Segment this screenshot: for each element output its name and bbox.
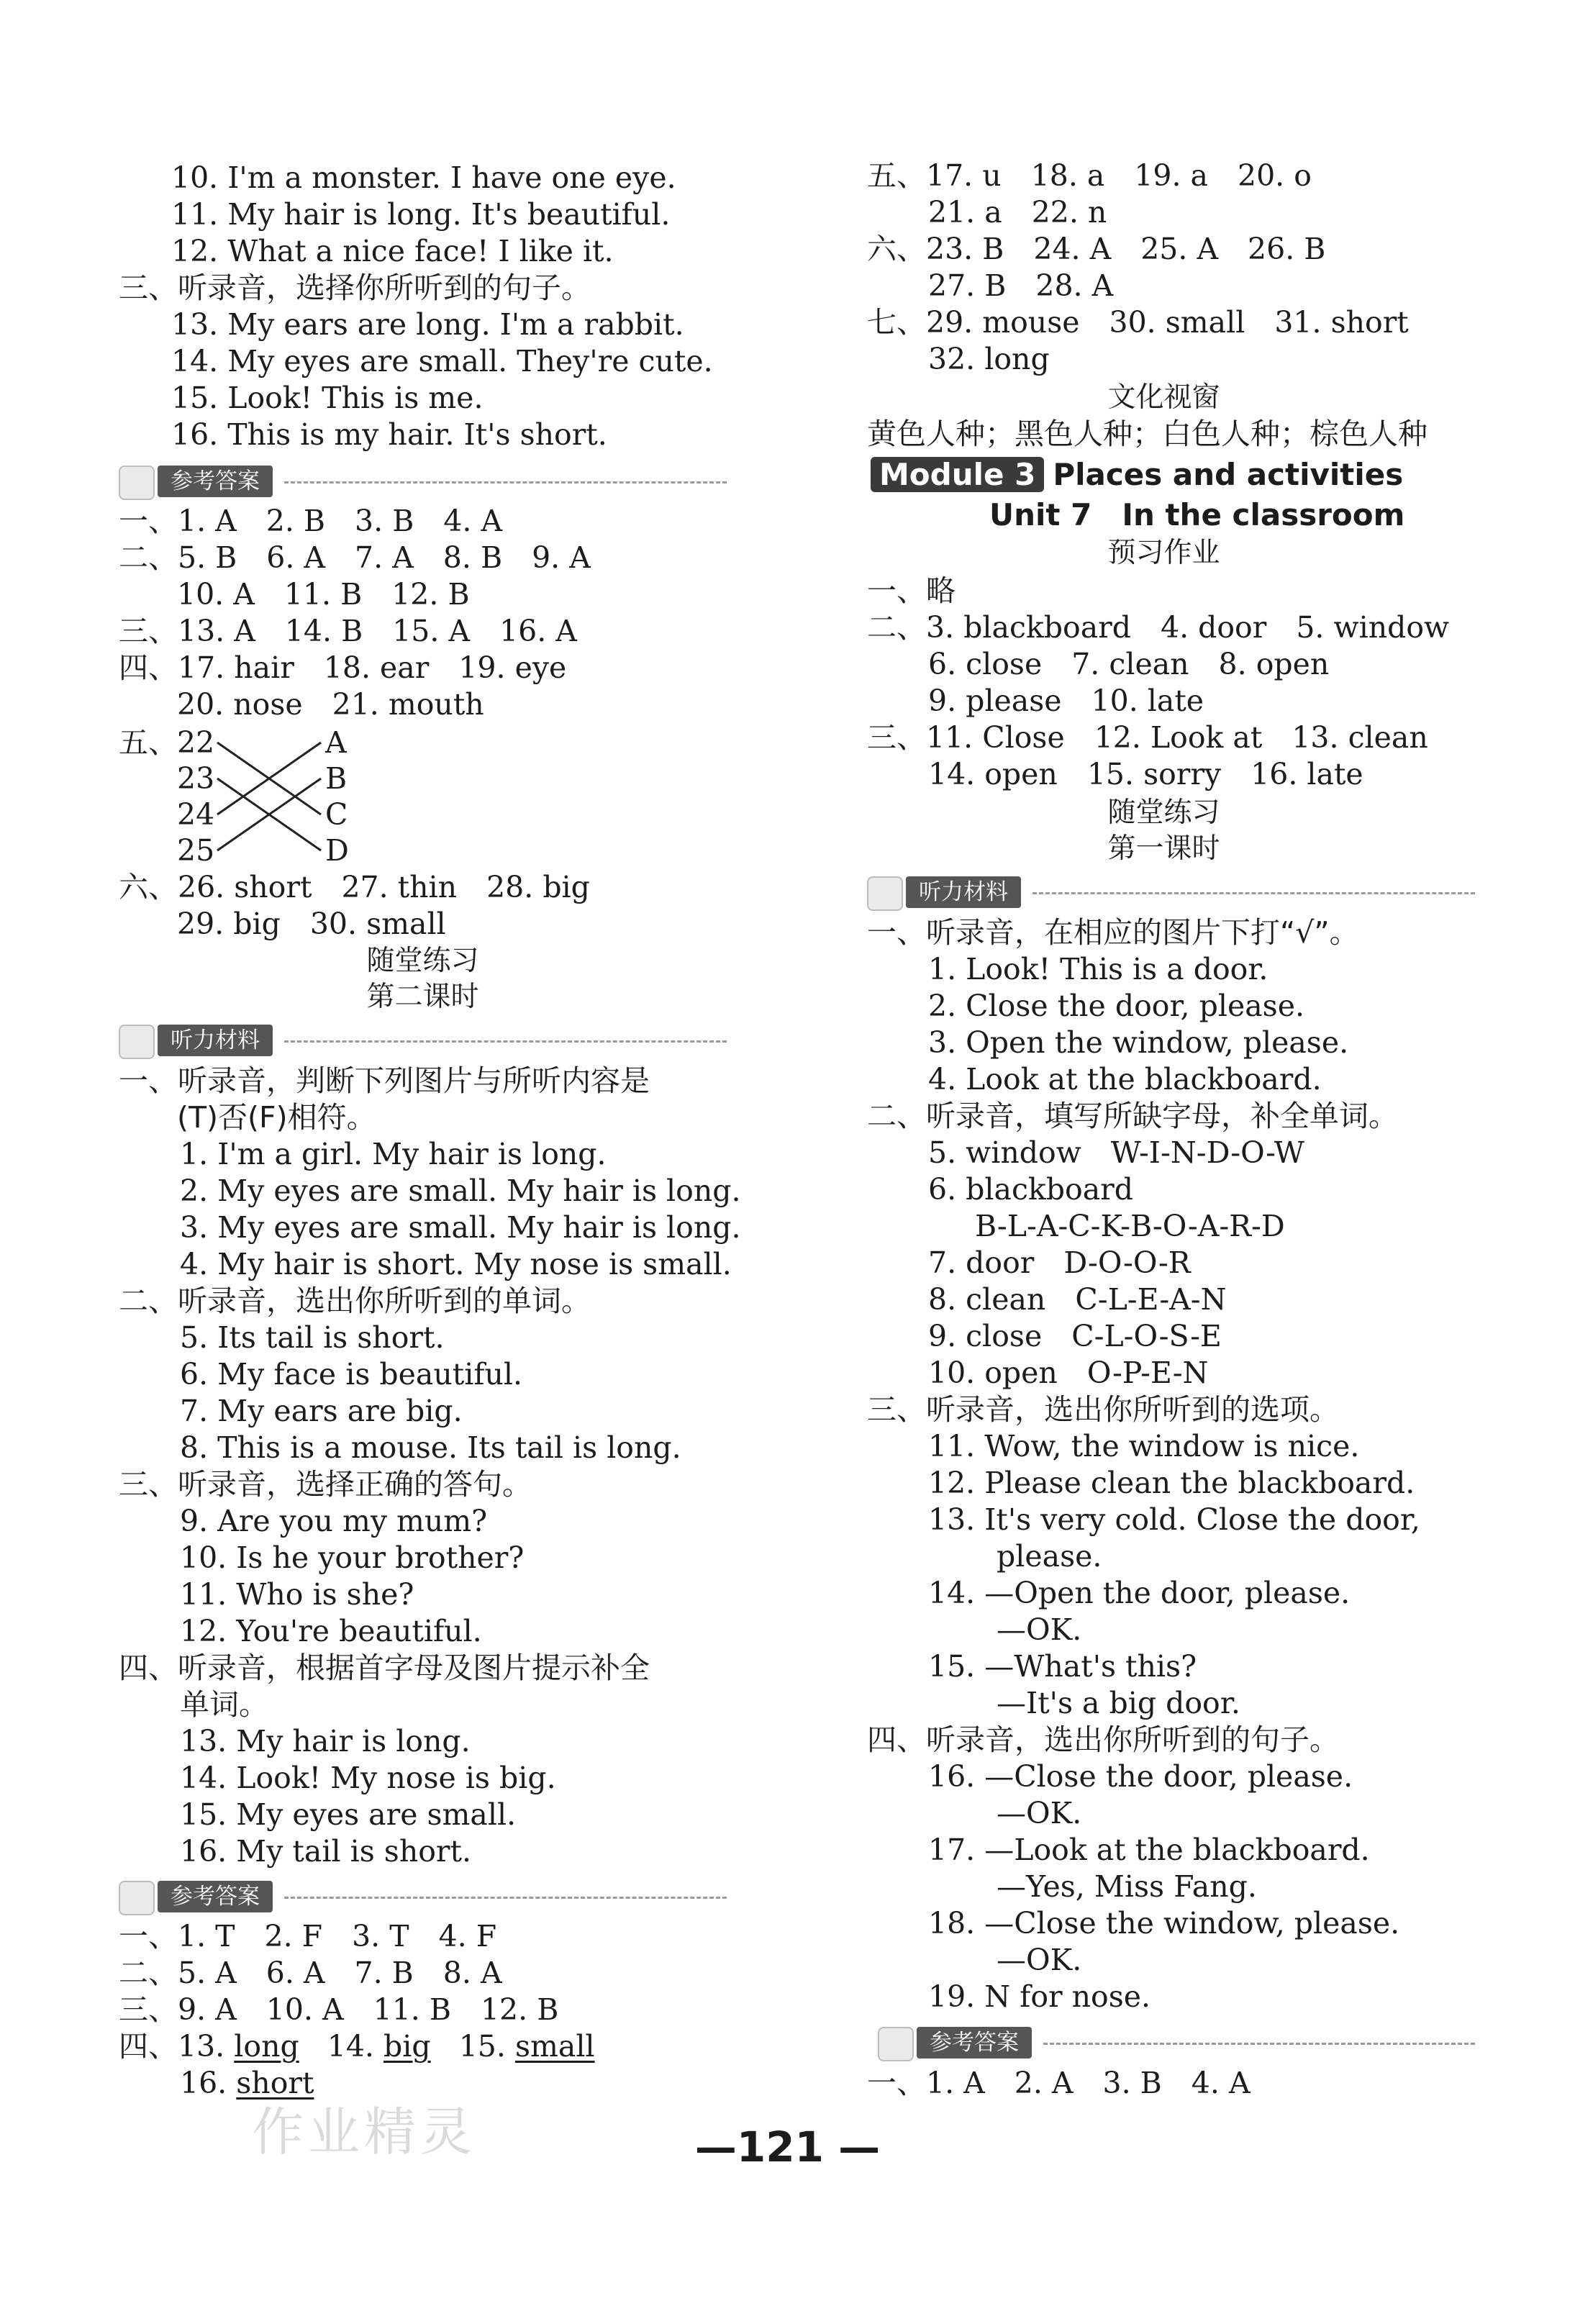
module-heading <box>871 456 1403 494</box>
text-line: 6. My face is beautiful. <box>180 1357 523 1392</box>
matching-right-item: D <box>325 833 349 868</box>
dashed-rule <box>284 1897 727 1899</box>
matching-left-item: 24 <box>177 797 215 832</box>
watermark: 作业精灵 <box>252 2102 477 2162</box>
answer-line: 20. nose 21. mouth <box>177 687 484 722</box>
text-line: 8. clean C-L-E-A-N <box>928 1282 1227 1317</box>
lesson-title: 第一课时 <box>1107 832 1220 865</box>
listening-tag: 听力材料 <box>906 876 1021 908</box>
text-line: 9. Are you my mum? <box>180 1504 488 1538</box>
text-line: 7. My ears are big. <box>180 1394 463 1428</box>
text-line: —OK. <box>997 1612 1082 1647</box>
text-line: 17. —Look at the blackboard. <box>928 1833 1370 1867</box>
answers-header <box>878 2025 1475 2061</box>
text-line: 15. —What's this? <box>928 1649 1197 1684</box>
question-heading: (T)否(F)相符。 <box>177 1100 376 1135</box>
page-number: —121 — <box>694 2123 881 2171</box>
question-heading: 四、听录音，根据首字母及图片提示补全 <box>119 1651 650 1685</box>
preview-title: 预习作业 <box>1107 537 1220 569</box>
question-heading: 三、听录音，选择你所听到的句子。 <box>119 271 591 305</box>
answer-line: 六、26. short 27. thin 28. big <box>119 870 590 904</box>
text-line: 9. close C-L-O-S-E <box>928 1319 1222 1353</box>
answer-line: 三、11. Close 12. Look at 13. clean <box>867 720 1428 755</box>
text-line: 8. This is a mouse. Its tail is long. <box>180 1430 681 1465</box>
matching-left-item: 23 <box>177 761 215 796</box>
answer-number: 15. <box>458 2029 506 2064</box>
answer-word: big <box>383 2029 431 2064</box>
text-line: 5. window W-I-N-D-O-W <box>928 1135 1304 1170</box>
matching-label: 五、 <box>119 725 178 760</box>
text-line: 13. My ears are long. I'm a rabbit. <box>171 307 684 342</box>
matching-right-item: C <box>325 797 348 832</box>
matching-right-item: A <box>325 725 347 760</box>
answer-line: 6. close 7. clean 8. open <box>928 647 1330 681</box>
module-badge: Module 3 <box>871 457 1044 492</box>
text-line: 4. Look at the blackboard. <box>928 1062 1322 1097</box>
text-line: 11. My hair is long. It's beautiful. <box>171 197 671 232</box>
text-line: 1. Look! This is a door. <box>928 952 1268 986</box>
answer-line: 二、5. A 6. A 7. B 8. A <box>119 1956 502 1990</box>
answer-number: 16. <box>180 2066 227 2100</box>
answer-line: 三、9. A 10. A 11. B 12. B <box>119 1992 559 2027</box>
text-line: 14. My eyes are small. They're cute. <box>171 344 713 378</box>
answer-line: 一、1. T 2. F 3. T 4. F <box>119 1919 497 1953</box>
question-heading: 二、听录音，选出你所听到的单词。 <box>119 1284 591 1318</box>
module-title: Places and activities <box>1053 457 1404 492</box>
answer-line: 29. big 30. small <box>177 907 446 941</box>
answer-line: 10. A 11. B 12. B <box>177 577 470 612</box>
answer-number: 14. <box>327 2029 374 2064</box>
text-line: 15. Look! This is me. <box>171 381 484 415</box>
text-line: —OK. <box>997 1796 1082 1830</box>
text-line: 10. I'm a monster. I have one eye. <box>171 160 676 195</box>
text-line: 10. Is he your brother? <box>180 1540 525 1575</box>
matching-right-item: B <box>325 761 348 796</box>
text-line: 16. This is my hair. It's short. <box>171 417 607 452</box>
text-line: 1. I'm a girl. My hair is long. <box>180 1137 607 1171</box>
headphones-icon <box>119 1025 155 1059</box>
lesson-title: 第二课时 <box>366 981 479 1013</box>
question-heading: 三、听录音，选择正确的答句。 <box>119 1467 532 1502</box>
question-heading: 二、听录音，填写所缺字母，补全单词。 <box>867 1099 1398 1133</box>
answer-line: 二、5. B 6. A 7. A 8. B 9. A <box>119 540 591 575</box>
text-line: —OK. <box>997 1943 1082 1977</box>
text-line: 15. My eyes are small. <box>180 1797 517 1832</box>
answer-word: long <box>234 2029 299 2064</box>
text-line: 16. —Close the door, please. <box>928 1759 1353 1794</box>
text-line: 5. Its tail is short. <box>180 1320 445 1355</box>
text-line: 3. My eyes are small. My hair is long. <box>180 1210 741 1245</box>
unit-title: Unit 7 In the classroom <box>989 497 1405 532</box>
text-line: 13. It's very cold. Close the door, <box>928 1502 1420 1537</box>
text-line: 2. My eyes are small. My hair is long. <box>180 1174 741 1208</box>
answer-line: 三、13. A 14. B 15. A 16. A <box>119 614 577 648</box>
matching-left-item: 22 <box>177 725 215 760</box>
answers-icon <box>878 2027 914 2061</box>
question-heading: 一、听录音，在相应的图片下打“√”。 <box>867 915 1359 950</box>
text-line: —It's a big door. <box>997 1686 1240 1720</box>
answer-line: 9. please 10. late <box>928 684 1204 718</box>
culture-title: 文化视窗 <box>1107 381 1220 414</box>
answer-line: 14. open 15. sorry 16. late <box>928 757 1363 791</box>
listening-tag: 听力材料 <box>158 1025 273 1056</box>
text-line: —Yes, Miss Fang. <box>997 1869 1257 1904</box>
text-line: 7. door D-O-O-R <box>928 1245 1191 1280</box>
answers-tag: 参考答案 <box>158 1881 273 1912</box>
text-line: 14. Look! My nose is big. <box>180 1761 556 1795</box>
answer-line: 一、略 <box>867 573 956 608</box>
text-line: 19. N for nose. <box>928 1979 1151 2014</box>
text-line: 11. Who is she? <box>180 1577 414 1612</box>
answer-line: 一、1. A 2. B 3. B 4. A <box>119 504 503 538</box>
answer-line: 六、23. B 24. A 25. A 26. B <box>867 232 1326 266</box>
answer-line: 21. a 22. n <box>928 195 1107 230</box>
text-line: 6. blackboard <box>928 1172 1133 1207</box>
answers-header <box>119 1879 727 1915</box>
text-line: 12. Please clean the blackboard. <box>928 1466 1415 1500</box>
answers-tag: 参考答案 <box>158 466 273 497</box>
question-heading: 一、听录音，判断下列图片与所听内容是 <box>119 1063 650 1098</box>
text-line: 3. Open the window, please. <box>928 1025 1349 1060</box>
answer-prefix: 四、13. <box>119 2029 225 2064</box>
listening-header <box>867 875 1475 911</box>
answer-line: 五、17. u 18. a 19. a 20. o <box>867 158 1312 193</box>
answer-word: small <box>514 2029 595 2064</box>
answer-line <box>119 2028 595 2065</box>
text-line: 14. —Open the door, please. <box>928 1576 1351 1610</box>
listening-header <box>119 1023 727 1059</box>
answer-word: short <box>236 2066 314 2100</box>
answer-line: 四、17. hair 18. ear 19. eye <box>119 650 567 685</box>
text-line: please. <box>997 1539 1102 1574</box>
text-line: 11. Wow, the window is nice. <box>928 1429 1360 1463</box>
text-line: 12. You're beautiful. <box>180 1614 482 1648</box>
question-heading: 三、听录音，选出你所听到的选项。 <box>867 1392 1339 1427</box>
answer-line: 27. B 28. A <box>928 268 1114 303</box>
text-line: 13. My hair is long. <box>180 1724 471 1758</box>
text-line: 16. My tail is short. <box>180 1834 472 1869</box>
question-heading: 四、听录音，选出你所听到的句子。 <box>867 1722 1339 1757</box>
matching-left-item: 25 <box>177 833 215 868</box>
answer-line: 二、3. blackboard 4. door 5. window <box>867 610 1450 645</box>
text-line: 4. My hair is short. My nose is small. <box>180 1247 732 1281</box>
text-line: 10. open O-P-E-N <box>928 1356 1209 1390</box>
answer-line: 七、29. mouse 30. small 31. short <box>867 305 1409 340</box>
text-line: B-L-A-C-K-B-O-A-R-D <box>975 1209 1285 1243</box>
text-line: 2. Close the door, please. <box>928 989 1305 1023</box>
answers-icon <box>119 1881 155 1915</box>
answer-line: 一、1. A 2. A 3. B 4. A <box>867 2066 1251 2100</box>
section-title: 随堂练习 <box>1107 796 1220 829</box>
section-title: 随堂练习 <box>366 945 479 977</box>
answer-line: 32. long <box>928 342 1050 376</box>
dashed-rule <box>1032 892 1475 894</box>
dashed-rule <box>1043 2043 1475 2045</box>
question-heading: 单词。 <box>180 1687 268 1722</box>
dashed-rule <box>284 1040 727 1043</box>
culture-line: 黄色人种；黑色人种；白色人种；棕色人种 <box>867 417 1428 451</box>
answers-tag: 参考答案 <box>917 2027 1032 2059</box>
text-line: 12. What a nice face! I like it. <box>171 234 614 268</box>
headphones-icon <box>867 876 903 911</box>
text-line: 18. —Close the window, please. <box>928 1906 1400 1941</box>
matching-lines <box>0 0 720 935</box>
